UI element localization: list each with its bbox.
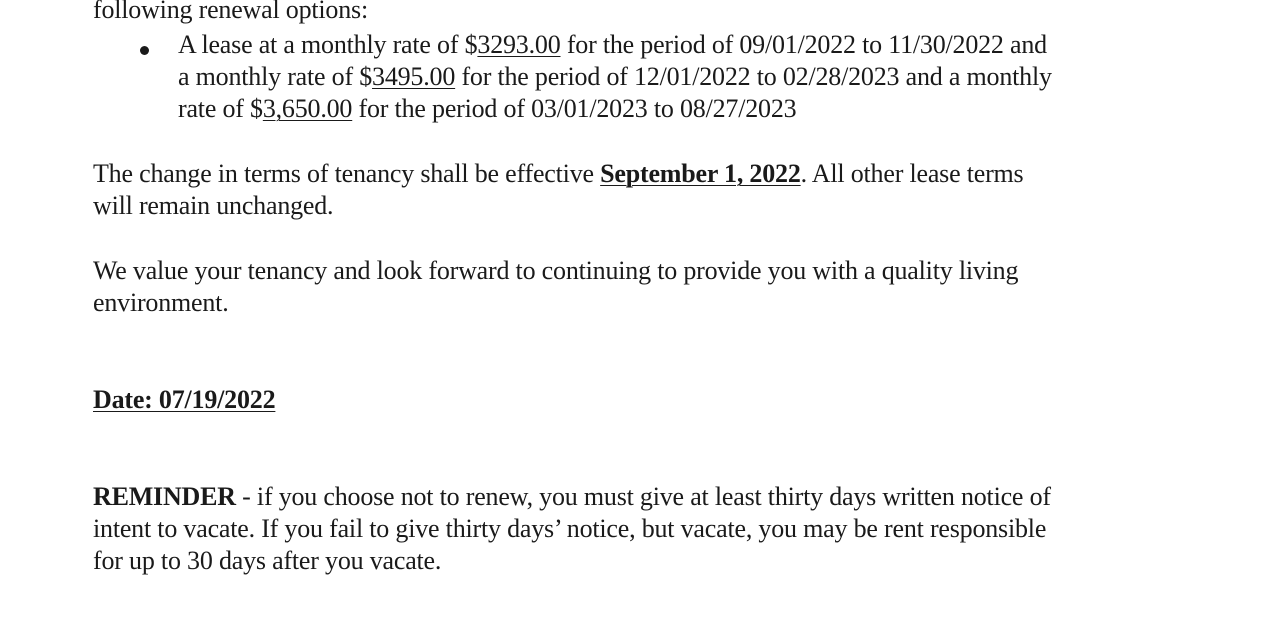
- renewal-line3-pre: rate of $: [178, 94, 263, 123]
- renewal-line1-post: for the period of 09/01/2022 to 11/30/2022 and: [560, 30, 1047, 59]
- value-line-2: environment.: [93, 288, 229, 317]
- reminder-label: REMINDER: [93, 482, 236, 511]
- intro-tail-text: following renewal options:: [93, 0, 368, 24]
- notice-date: Date: 07/19/2022: [93, 385, 276, 414]
- renewal-line3-post: for the period of 03/01/2023 to 08/27/2023: [352, 94, 797, 123]
- bullet-icon: [140, 46, 149, 55]
- reminder-line-2: intent to vacate. If you fail to give thirty days’ notice, but vacate, you may be rent responsible: [93, 514, 1047, 543]
- value-line-1: We value your tenancy and look forward to continuing to provide you with a quality living: [93, 256, 1019, 285]
- renewal-line2-post: for the period of 12/01/2022 to 02/28/2023 and a monthly: [455, 62, 1052, 91]
- renewal-line2-pre: a monthly rate of $: [178, 62, 373, 91]
- reminder-line1-rest: - if you choose not to renew, you must give at least thirty days written notice of: [235, 482, 1051, 511]
- rate-amount-2: 3495.00: [372, 62, 456, 91]
- change-pre: The change in terms of tenancy shall be effective: [93, 159, 601, 188]
- reminder-line-1: [93, 481, 1051, 513]
- renewal-line1-pre: A lease at a monthly rate of $: [178, 30, 478, 59]
- reminder-line-3: for up to 30 days after you vacate.: [93, 546, 442, 575]
- renewal-option-line-1: [178, 29, 1047, 61]
- change-terms-line-2: will remain unchanged.: [93, 191, 334, 220]
- change-terms-line-1: [93, 158, 1023, 190]
- renewal-option-line-2: [178, 61, 1052, 93]
- effective-date: September 1, 2022: [600, 159, 801, 188]
- renewal-option-line-3: [178, 93, 796, 125]
- rate-amount-1: 3293.00: [477, 30, 561, 59]
- change-post: . All other lease terms: [800, 159, 1024, 188]
- rate-amount-3: 3,650.00: [262, 94, 353, 123]
